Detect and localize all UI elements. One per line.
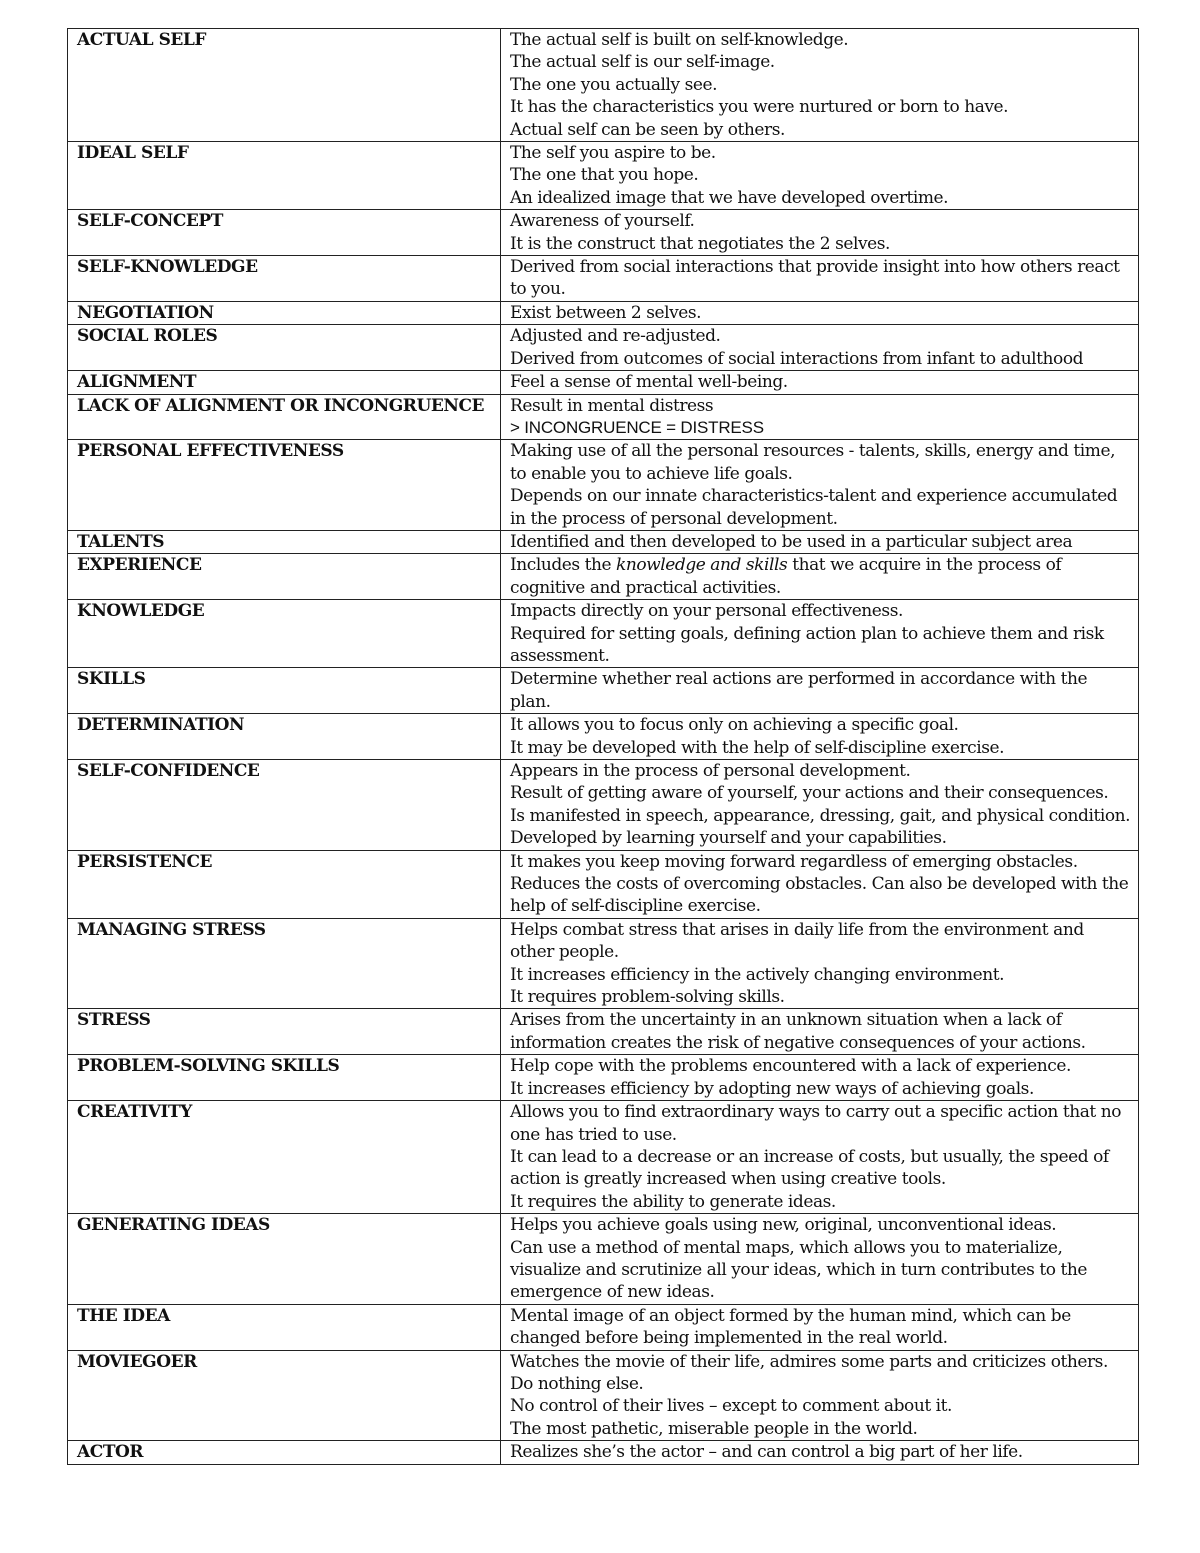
table-row	[68, 440, 1139, 531]
definition-line: It increases efficiency by adopting new ways of achieving goals.	[510, 1078, 1034, 1099]
term-cell: PERSONAL EFFECTIVENESS	[68, 440, 501, 531]
term-cell: LACK OF ALIGNMENT OR INCONGRUENCE	[68, 394, 501, 440]
definition-line: The actual self is our self-image.	[510, 52, 775, 73]
table-row	[68, 371, 1139, 394]
definition-line: It is the construct that negotiates the 2 selves.	[510, 233, 890, 254]
definition-line: Impacts directly on your personal effectiveness.	[510, 601, 903, 622]
definition-line: Awareness of yourself.	[510, 211, 695, 232]
definition-cell	[501, 1441, 1139, 1464]
definition-line: Derived from outcomes of social interactions from infant to adulthood	[510, 348, 1084, 369]
definition-line: Appears in the process of personal development.	[510, 761, 911, 781]
definition-cell	[501, 760, 1139, 851]
term-cell: THE IDEA	[68, 1304, 501, 1350]
definition-line	[510, 554, 1132, 599]
definition-cell	[501, 325, 1139, 371]
definition-line: Required for setting goals, defining action plan to achieve them and risk assessment.	[510, 623, 1104, 666]
table-row	[68, 1214, 1139, 1305]
definition-line: > INCONGRUENCE = DISTRESS	[510, 417, 764, 437]
definition-line: No control of their lives – except to comment about it.	[510, 1396, 952, 1417]
definition-line: Can use a method of mental maps, which allows you to materialize, visualize and scrutinize all your ideas, which in turn contributes to the emergence of new ideas.	[510, 1237, 1087, 1303]
definition-line: Actual self can be seen by others.	[510, 119, 785, 140]
definition-line: It has the characteristics you were nurtured or born to have.	[510, 97, 1009, 118]
definition-line: Do nothing else.	[510, 1373, 644, 1394]
term-cell: ACTUAL SELF	[68, 29, 501, 142]
definition-cell	[501, 554, 1139, 600]
definition-line: Feel a sense of mental well-being.	[510, 372, 788, 393]
definition-line: The most pathetic, miserable people in the world.	[510, 1418, 918, 1439]
definition-line: The actual self is built on self-knowledge.	[510, 30, 849, 50]
term-cell: MOVIEGOER	[68, 1350, 501, 1441]
definition-line: Reduces the costs of overcoming obstacles. Can also be developed with the help of self-discipline exercise.	[510, 874, 1129, 917]
definition-line: Making use of all the personal resources - talents, skills, energy and time, to enable you to achieve life goals.	[510, 441, 1116, 484]
table-row	[68, 600, 1139, 668]
table-row	[68, 1350, 1139, 1441]
term-cell: NEGOTIATION	[68, 301, 501, 324]
definition-cell	[501, 714, 1139, 760]
definition-line: Identified and then developed to be used in a particular subject area	[510, 531, 1073, 552]
definition-line: Allows you to find extraordinary ways to carry out a specific action that no one has tried to use.	[510, 1102, 1122, 1145]
definition-text: that we acquire in the process of cognitive and practical activities.	[510, 555, 1062, 598]
term-cell: SOCIAL ROLES	[68, 325, 501, 371]
term-cell: GENERATING IDEAS	[68, 1214, 501, 1305]
term-cell: STRESS	[68, 1009, 501, 1055]
term-cell: DETERMINATION	[68, 714, 501, 760]
definition-line: Adjusted and re-adjusted.	[510, 326, 721, 347]
definition-cell	[501, 1304, 1139, 1350]
term-cell: SKILLS	[68, 668, 501, 714]
document-page	[67, 28, 1138, 1465]
definition-line: It can lead to a decrease or an increase of costs, but usually, the speed of action is greatly increased when using creative tools.	[510, 1146, 1109, 1190]
table-row	[68, 714, 1139, 760]
term-cell: SELF-CONFIDENCE	[68, 760, 501, 851]
term-cell: KNOWLEDGE	[68, 600, 501, 668]
table-row	[68, 210, 1139, 256]
definition-line: Realizes she’s the actor – and can control a big part of her life.	[510, 1442, 1023, 1463]
definition-line: The one that you hope.	[510, 165, 699, 186]
definition-cell	[501, 29, 1139, 142]
table-row	[68, 918, 1139, 1009]
table-row	[68, 1055, 1139, 1101]
term-cell: TALENTS	[68, 530, 501, 553]
term-cell: MANAGING STRESS	[68, 918, 501, 1009]
definition-line: It allows you to focus only on achieving a specific goal.	[510, 715, 959, 736]
definition-cell	[501, 1055, 1139, 1101]
definition-line: Result in mental distress	[510, 395, 714, 416]
table-row	[68, 850, 1139, 918]
definition-cell	[501, 1101, 1139, 1214]
definition-cell	[501, 394, 1139, 440]
definition-line: Mental image of an object formed by the human mind, which can be changed before being implemented in the real world.	[510, 1305, 1071, 1349]
definition-cell	[501, 850, 1139, 918]
definition-cell	[501, 440, 1139, 531]
definition-cell	[501, 668, 1139, 714]
term-cell: SELF-CONCEPT	[68, 210, 501, 256]
definition-cell	[501, 371, 1139, 394]
table-row	[68, 256, 1139, 302]
definition-line: Exist between 2 selves.	[510, 302, 702, 323]
definition-cell	[501, 530, 1139, 553]
definition-line: It requires problem-solving skills.	[510, 987, 785, 1008]
definition-cell	[501, 1009, 1139, 1055]
definition-line: Derived from social interactions that provide insight into how others react to you.	[510, 257, 1120, 300]
definition-cell	[501, 301, 1139, 324]
table-row	[68, 1101, 1139, 1214]
definition-cell	[501, 918, 1139, 1009]
definition-cell	[501, 600, 1139, 668]
table-row	[68, 301, 1139, 324]
table-row	[68, 668, 1139, 714]
definition-line: Helps you achieve goals using new, original, unconventional ideas.	[510, 1215, 1057, 1236]
definition-line: It may be developed with the help of self-discipline exercise.	[510, 737, 1005, 758]
table-row	[68, 530, 1139, 553]
definition-line: The self you aspire to be.	[510, 143, 716, 164]
definition-line: Result of getting aware of yourself, your actions and their consequences.	[510, 783, 1109, 804]
glossary-body	[68, 29, 1139, 1465]
definition-line: Helps combat stress that arises in daily life from the environment and other people.	[510, 919, 1084, 963]
definition-line: Determine whether real actions are performed in accordance with the plan.	[510, 669, 1088, 712]
table-row	[68, 29, 1139, 142]
definition-line: It increases efficiency in the actively changing environment.	[510, 964, 1005, 985]
table-row	[68, 325, 1139, 371]
definition-line: An idealized image that we have developed overtime.	[510, 187, 949, 208]
definition-line: The one you actually see.	[510, 74, 718, 95]
term-cell: IDEAL SELF	[68, 142, 501, 210]
definition-line: Developed by learning yourself and your capabilities.	[510, 828, 947, 849]
glossary-table	[67, 28, 1139, 1465]
definition-cell	[501, 1350, 1139, 1441]
definition-emphasis: knowledge and skills	[616, 555, 788, 576]
term-cell: ACTOR	[68, 1441, 501, 1464]
term-cell: PROBLEM-SOLVING SKILLS	[68, 1055, 501, 1101]
table-row	[68, 1009, 1139, 1055]
definition-line: Help cope with the problems encountered with a lack of experience.	[510, 1056, 1071, 1077]
table-row	[68, 1441, 1139, 1464]
definition-cell	[501, 256, 1139, 302]
definition-line: Is manifested in speech, appearance, dressing, gait, and physical condition.	[510, 805, 1131, 826]
table-row	[68, 760, 1139, 851]
definition-line: Watches the movie of their life, admires some parts and criticizes others.	[510, 1351, 1108, 1372]
term-cell: ALIGNMENT	[68, 371, 501, 394]
definition-line: It requires the ability to generate ideas.	[510, 1191, 836, 1212]
term-cell: EXPERIENCE	[68, 554, 501, 600]
term-cell: PERSISTENCE	[68, 850, 501, 918]
definition-line: It makes you keep moving forward regardless of emerging obstacles.	[510, 851, 1078, 872]
term-cell: CREATIVITY	[68, 1101, 501, 1214]
definition-cell	[501, 1214, 1139, 1305]
table-row	[68, 394, 1139, 440]
table-row	[68, 142, 1139, 210]
definition-line: Arises from the uncertainty in an unknown situation when a lack of information creates the risk of negative consequences of your actions.	[510, 1010, 1086, 1053]
term-cell: SELF-KNOWLEDGE	[68, 256, 501, 302]
definition-cell	[501, 142, 1139, 210]
table-row	[68, 554, 1139, 600]
definition-cell	[501, 210, 1139, 256]
definition-text: Includes the	[510, 555, 617, 576]
definition-line: Depends on our innate characteristics-talent and experience accumulated in the process of personal development.	[510, 486, 1118, 529]
table-row	[68, 1304, 1139, 1350]
